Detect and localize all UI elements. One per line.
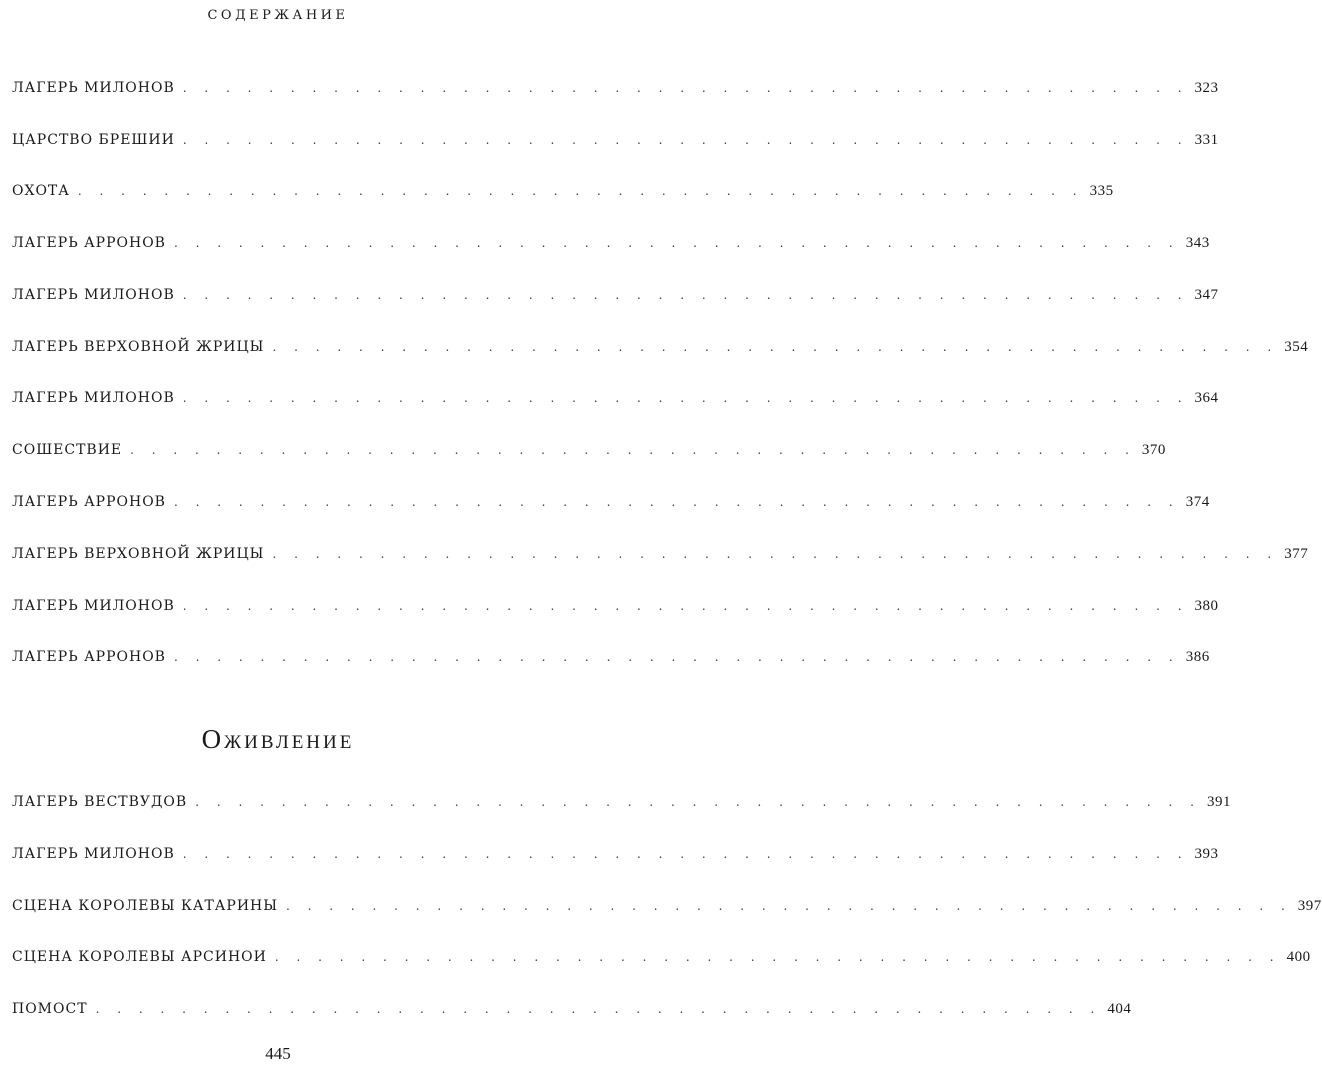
- entry-page-number: 391: [1206, 794, 1231, 810]
- entry-page-number: 343: [1185, 235, 1210, 251]
- entry-page-number: 347: [1194, 287, 1219, 303]
- entry-title: ЛАГЕРЬ ВЕРХОВНОЙ ЖРИЦЫ: [12, 339, 265, 355]
- toc-entry[interactable]: [12, 440, 1166, 460]
- leader-dots: . . . . . . . . . . . . . . . . . . . . . . . . . . . . . . . . . . . . . . . . . . . . . . .: [173, 495, 1180, 509]
- entry-page-number: 370: [1141, 442, 1166, 458]
- entry-title: ЦАРСТВО БРЕШИИ: [12, 132, 175, 148]
- toc-entry[interactable]: [12, 647, 1210, 667]
- toc-entry[interactable]: [12, 285, 1219, 305]
- leader-dots: . . . . . . . . . . . . . . . . . . . . . . . . . . . . . . . . . . . . . . . . . . . . . . .: [173, 236, 1180, 250]
- entry-title: ЛАГЕРЬ МИЛОНОВ: [12, 390, 175, 406]
- entry-page-number: 323: [1194, 80, 1219, 96]
- entry-title: ПОМОСТ: [12, 1001, 88, 1017]
- entry-page-number: 397: [1297, 898, 1322, 914]
- leader-dots: . . . . . . . . . . . . . . . . . . . . . . . . . . . . . . . . . . . . . . . . . . . . . . .: [173, 650, 1180, 664]
- entry-page-number: 393: [1194, 846, 1219, 862]
- toc-entry[interactable]: [12, 947, 1311, 967]
- toc-entry[interactable]: [12, 130, 1219, 150]
- leader-dots: . . . . . . . . . . . . . . . . . . . . . . . . . . . . . . . . . . . . . . . . . . . . . . .: [182, 391, 1189, 405]
- leader-dots: . . . . . . . . . . . . . . . . . . . . . . . . . . . . . . . . . . . . . . . . . . . . . . .: [272, 340, 1279, 354]
- leader-dots: . . . . . . . . . . . . . . . . . . . . . . . . . . . . . . . . . . . . . . . . . . . . . . .: [182, 847, 1189, 861]
- entry-page-number: 386: [1185, 649, 1210, 665]
- leader-dots: . . . . . . . . . . . . . . . . . . . . . . . . . . . . . . . . . . . . . . . . . . . . . . .: [77, 184, 1084, 198]
- entry-title: ЛАГЕРЬ МИЛОНОВ: [12, 287, 175, 303]
- section-heading: Оживление: [201, 724, 355, 754]
- toc-entry[interactable]: [12, 78, 1219, 98]
- toc-entry[interactable]: [12, 999, 1132, 1019]
- toc-entry[interactable]: [12, 388, 1219, 408]
- toc-entry[interactable]: [12, 544, 1309, 564]
- leader-dots: . . . . . . . . . . . . . . . . . . . . . . . . . . . . . . . . . . . . . . . . . . . . . . .: [182, 81, 1189, 95]
- toc-entry[interactable]: [12, 596, 1219, 616]
- entry-page-number: 364: [1194, 390, 1219, 406]
- entry-page-number: 331: [1194, 132, 1219, 148]
- entry-page-number: 335: [1089, 183, 1114, 199]
- entry-title: ЛАГЕРЬ МИЛОНОВ: [12, 80, 175, 96]
- entry-title: ЛАГЕРЬ ВЕРХОВНОЙ ЖРИЦЫ: [12, 546, 265, 562]
- entry-title: ЛАГЕРЬ ВЕСТВУДОВ: [12, 794, 188, 810]
- leader-dots: . . . . . . . . . . . . . . . . . . . . . . . . . . . . . . . . . . . . . . . . . . . . . . .: [286, 899, 1292, 913]
- leader-dots: . . . . . . . . . . . . . . . . . . . . . . . . . . . . . . . . . . . . . . . . . . . . . . .: [95, 1002, 1102, 1016]
- toc-entry[interactable]: [12, 181, 1114, 201]
- entry-page-number: 380: [1194, 598, 1219, 614]
- entry-title: ЛАГЕРЬ АРРОНОВ: [12, 649, 166, 665]
- entry-page-number: 377: [1284, 546, 1309, 562]
- leader-dots: . . . . . . . . . . . . . . . . . . . . . . . . . . . . . . . . . . . . . . . . . . . . . . .: [274, 950, 1281, 964]
- running-head: СОДЕРЖАНИЕ: [207, 8, 349, 23]
- leader-dots: . . . . . . . . . . . . . . . . . . . . . . . . . . . . . . . . . . . . . . . . . . . . . . .: [182, 599, 1189, 613]
- leader-dots: . . . . . . . . . . . . . . . . . . . . . . . . . . . . . . . . . . . . . . . . . . . . . . .: [272, 547, 1279, 561]
- toc-entry[interactable]: [12, 844, 1219, 864]
- entry-title: ЛАГЕРЬ АРРОНОВ: [12, 494, 166, 510]
- entry-page-number: 404: [1107, 1001, 1132, 1017]
- entry-page-number: 354: [1284, 339, 1309, 355]
- entry-title: ЛАГЕРЬ АРРОНОВ: [12, 235, 166, 251]
- leader-dots: . . . . . . . . . . . . . . . . . . . . . . . . . . . . . . . . . . . . . . . . . . . . . . .: [195, 795, 1201, 809]
- entry-title: СОШЕСТВИЕ: [12, 442, 123, 458]
- toc-entry[interactable]: [12, 792, 1231, 812]
- toc-entry[interactable]: [12, 233, 1210, 253]
- leader-dots: . . . . . . . . . . . . . . . . . . . . . . . . . . . . . . . . . . . . . . . . . . . . . . .: [130, 443, 1136, 457]
- leader-dots: . . . . . . . . . . . . . . . . . . . . . . . . . . . . . . . . . . . . . . . . . . . . . . .: [182, 288, 1189, 302]
- entry-title: ЛАГЕРЬ МИЛОНОВ: [12, 598, 175, 614]
- entry-title: ЛАГЕРЬ МИЛОНОВ: [12, 846, 175, 862]
- entry-title: СЦЕНА КОРОЛЕВЫ АРСИНОИ: [12, 949, 267, 965]
- toc-entry[interactable]: [12, 492, 1210, 512]
- page-number: 445: [265, 1044, 291, 1063]
- entry-page-number: 374: [1185, 494, 1210, 510]
- entry-page-number: 400: [1286, 949, 1311, 965]
- toc-entry[interactable]: [12, 337, 1309, 357]
- entry-title: СЦЕНА КОРОЛЕВЫ КАТАРИНЫ: [12, 898, 279, 914]
- leader-dots: . . . . . . . . . . . . . . . . . . . . . . . . . . . . . . . . . . . . . . . . . . . . . . .: [182, 133, 1189, 147]
- toc-entry[interactable]: [12, 896, 1322, 916]
- entry-title: ОХОТА: [12, 183, 70, 199]
